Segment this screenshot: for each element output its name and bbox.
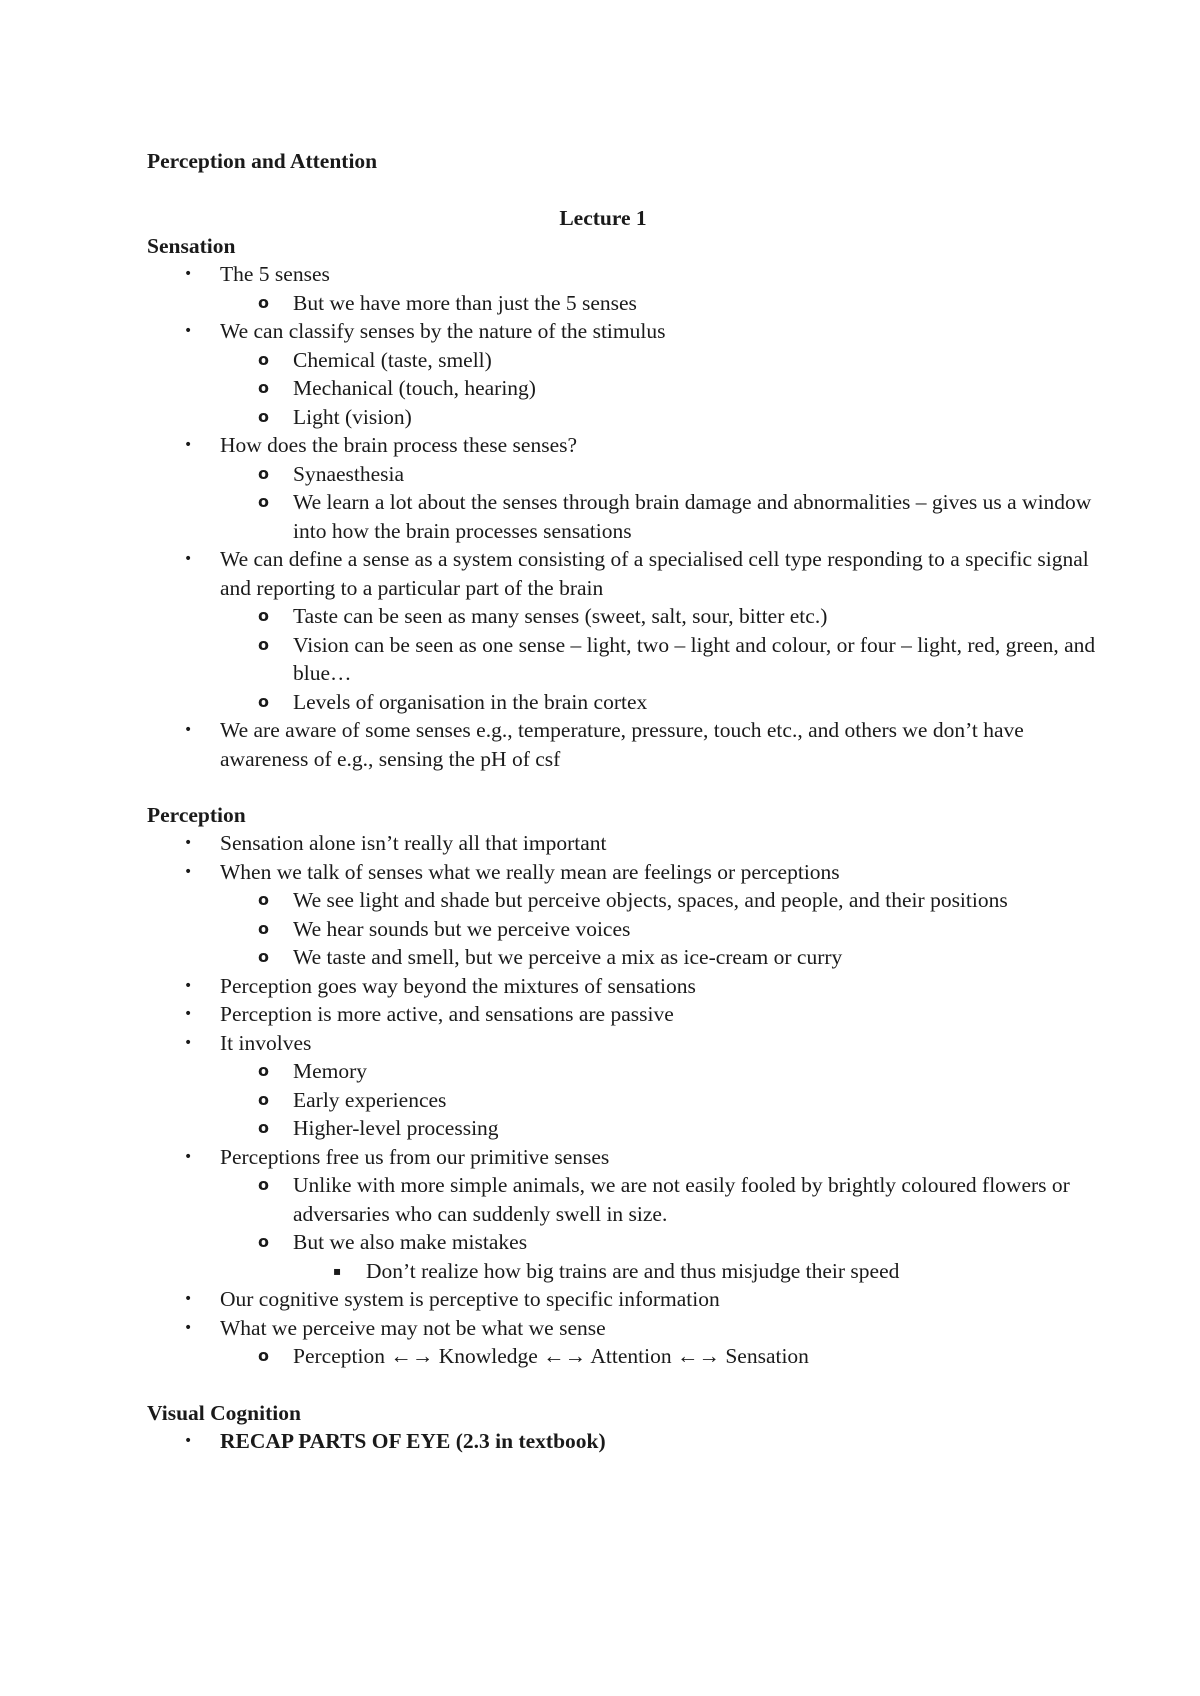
list-item-text: We learn a lot about the senses through brain damage and abnormalities – gives us a window into how the brain processes sensations — [293, 490, 1092, 543]
list-item — [147, 346, 1100, 375]
list-item — [147, 631, 1100, 688]
list-item — [147, 545, 1100, 602]
bullet-dot-icon: • — [184, 1432, 193, 1449]
list-item-text: Mechanical (touch, hearing) — [293, 376, 536, 400]
list-item-text: When we talk of senses what we really mean are feelings or perceptions — [220, 859, 840, 884]
list-item — [147, 716, 1100, 773]
list-item — [147, 317, 1100, 346]
list-item — [147, 1285, 1100, 1314]
bullet-circle-icon: o — [258, 691, 269, 711]
list-item — [147, 374, 1100, 403]
bullet-dot-icon: • — [184, 266, 193, 282]
list-item — [147, 1314, 1100, 1343]
list-item — [147, 488, 1100, 545]
list-item — [147, 858, 1100, 887]
bullet-dot-icon: • — [184, 437, 193, 453]
bullet-circle-icon: o — [258, 1175, 269, 1194]
bullet-dot-icon: • — [184, 977, 193, 994]
list-item — [147, 289, 1100, 318]
list-item — [147, 915, 1100, 944]
bullet-dot-icon: • — [184, 551, 193, 567]
list-item-text: Light (vision) — [293, 404, 412, 429]
list-item-text: Perceptions free us from our primitive senses — [220, 1144, 610, 1169]
bullet-dot-icon: • — [184, 1034, 193, 1051]
section-spacer — [147, 773, 1100, 801]
document-title: Perception and Attention — [147, 149, 378, 173]
bullet-circle-icon: o — [258, 1061, 269, 1080]
list-item — [147, 403, 1100, 432]
list-item-text: Chemical (taste, smell) — [293, 347, 492, 372]
list-item-text: Memory — [293, 1059, 368, 1083]
bullet-circle-icon: o — [258, 918, 269, 938]
list-item — [147, 460, 1100, 489]
list-item — [147, 1257, 1100, 1286]
list-item-text: Perception goes way beyond the mixtures of sensations — [220, 973, 696, 998]
bullet-dot-icon: • — [184, 863, 193, 880]
list-item — [147, 1228, 1100, 1257]
list-item — [147, 1000, 1100, 1029]
list-item-text: We see light and shade but perceive objects, spaces, and people, and their positions — [293, 888, 1008, 912]
bullet-circle-icon: o — [258, 406, 269, 426]
list-item-text: Perception ←→ Knowledge ←→ Attention ←→ Sensation — [293, 1344, 809, 1368]
bullet-list — [147, 829, 1100, 1371]
list-item-text: Levels of organisation in the brain cortex — [293, 689, 648, 714]
list-item — [147, 829, 1100, 858]
list-item-text: Synaesthesia — [293, 461, 405, 486]
bullet-list — [147, 1427, 1100, 1456]
bullet-circle-icon: o — [258, 890, 269, 909]
list-item-text: We hear sounds but we perceive voices — [293, 916, 631, 941]
bullet-list — [147, 260, 1100, 773]
list-item — [147, 972, 1100, 1001]
bullet-circle-icon: o — [258, 349, 269, 369]
section-perception — [147, 801, 1100, 1371]
bullet-dot-icon: • — [184, 323, 193, 339]
section-sensation — [147, 232, 1100, 773]
bullet-circle-icon: o — [258, 1346, 269, 1365]
list-item-text: We can define a sense as a system consisting of a specialised cell type responding to a specific signal and reporting to a particular part of the brain — [220, 547, 1089, 600]
list-item — [147, 688, 1100, 717]
bullet-square-icon: ▪ — [333, 1263, 342, 1278]
list-item — [147, 1143, 1100, 1172]
list-item — [147, 1029, 1100, 1058]
list-item-text: Higher-level processing — [293, 1116, 499, 1140]
list-item-text: Perception is more active, and sensations are passive — [220, 1002, 674, 1026]
bullet-dot-icon: • — [184, 722, 193, 738]
list-item-text: Vision can be seen as one sense – light, two – light and colour, or four – light, red, green, and blue… — [293, 632, 1096, 685]
list-item-text: Unlike with more simple animals, we are not easily fooled by brightly coloured flowers or adversaries who can suddenly swell in size. — [293, 1173, 1070, 1226]
lecture-heading: Lecture 1 — [559, 206, 647, 230]
list-item — [147, 1342, 1100, 1371]
section-spacer — [147, 1371, 1100, 1399]
list-item-text: But we have more than just the 5 senses — [293, 290, 637, 315]
list-item-text: It involves — [220, 1030, 312, 1055]
list-item-text: We taste and smell, but we perceive a mix as ice-cream or curry — [293, 945, 843, 969]
list-item-text: The 5 senses — [220, 262, 330, 286]
bullet-circle-icon: o — [258, 378, 269, 397]
bullet-dot-icon: • — [184, 1319, 193, 1336]
bullet-circle-icon: o — [258, 634, 269, 654]
list-item — [147, 1427, 1100, 1456]
bullet-circle-icon: o — [258, 492, 269, 511]
list-item-text: But we also make mistakes — [293, 1230, 528, 1254]
list-item — [147, 1114, 1100, 1143]
list-item — [147, 1057, 1100, 1086]
list-item-text: We can classify senses by the nature of the stimulus — [220, 319, 666, 343]
bullet-dot-icon: • — [184, 1006, 193, 1022]
list-item — [147, 943, 1100, 972]
list-item — [147, 431, 1100, 460]
bullet-circle-icon: o — [258, 1232, 269, 1251]
list-item-text: Sensation alone isn’t really all that important — [220, 831, 607, 855]
section-heading: Visual Cognition — [147, 1400, 301, 1425]
list-item — [147, 602, 1100, 631]
sections-container — [147, 232, 1100, 1455]
bullet-circle-icon: o — [258, 947, 269, 966]
list-item — [147, 1171, 1100, 1228]
list-item-text: Taste can be seen as many senses (sweet, salt, sour, bitter etc.) — [293, 604, 828, 628]
bullet-dot-icon: • — [184, 1148, 193, 1165]
list-item — [147, 260, 1100, 289]
bullet-circle-icon: o — [258, 606, 269, 625]
bullet-circle-icon: o — [258, 1118, 269, 1137]
list-item-text: How does the brain process these senses? — [220, 433, 578, 457]
list-item-text: Early experiences — [293, 1087, 447, 1112]
list-item-text: What we perceive may not be what we sense — [220, 1315, 606, 1340]
list-item-text: RECAP PARTS OF EYE (2.3 in textbook) — [220, 1428, 606, 1453]
list-item — [147, 886, 1100, 915]
section-heading: Sensation — [147, 234, 236, 258]
list-item-text: Don’t realize how big trains are and thus misjudge their speed — [366, 1258, 900, 1283]
bullet-circle-icon: o — [258, 292, 269, 312]
bullet-circle-icon: o — [258, 463, 269, 483]
section-heading: Perception — [147, 803, 246, 827]
list-item-text: We are aware of some senses e.g., temperature, pressure, touch etc., and others we don’t have awareness of e.g., sensing the pH of csf — [220, 718, 1024, 771]
section-visual-cognition — [147, 1399, 1100, 1456]
bullet-dot-icon: • — [184, 1291, 193, 1307]
list-item-text: Our cognitive system is perceptive to specific information — [220, 1287, 720, 1311]
bullet-circle-icon: o — [258, 1089, 269, 1109]
bullet-dot-icon: • — [184, 835, 193, 851]
list-item — [147, 1086, 1100, 1115]
